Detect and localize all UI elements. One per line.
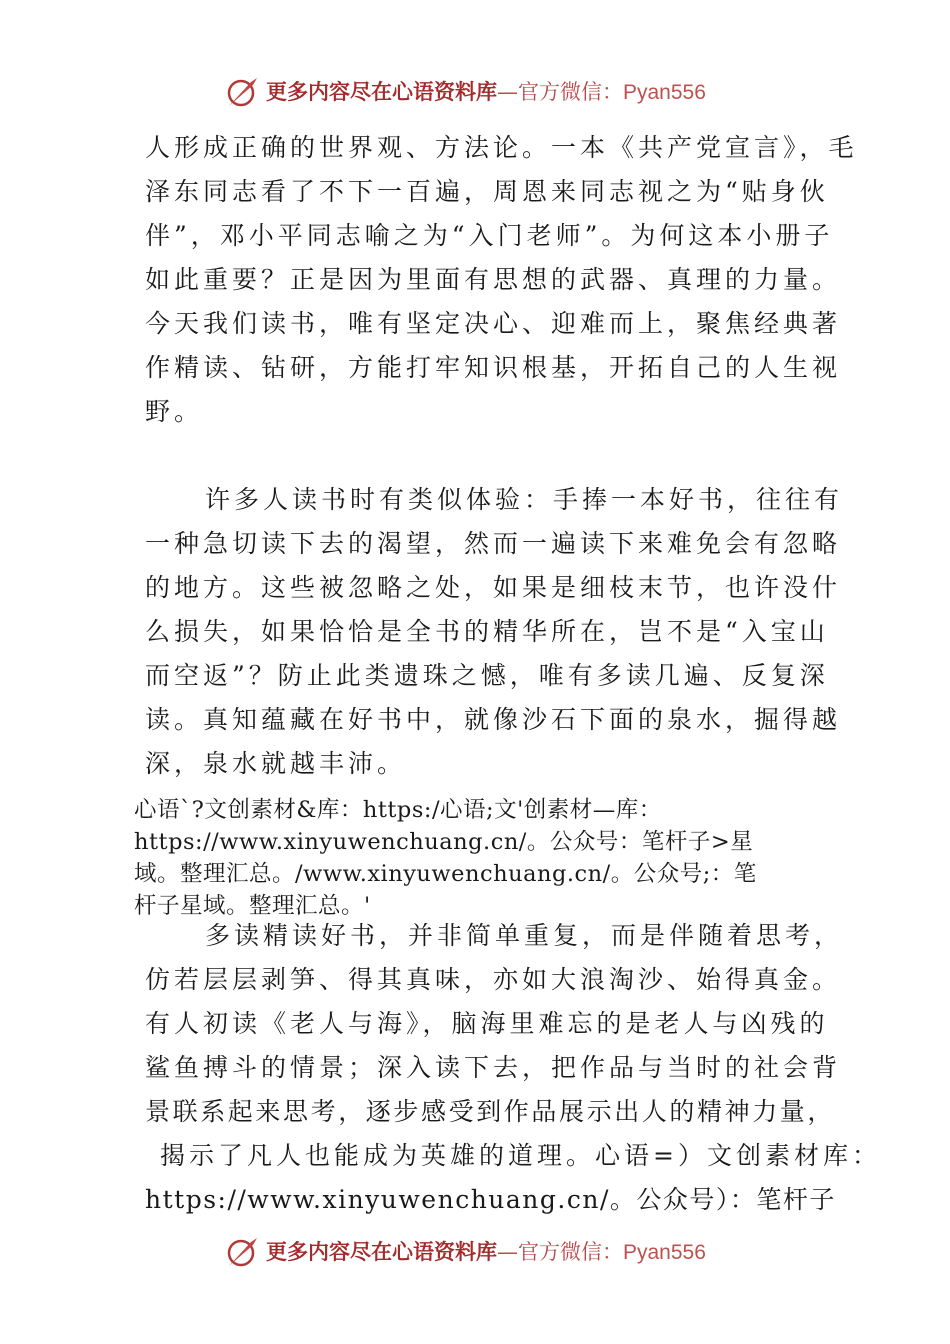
text-line: 揭示了凡人也能成为英雄的道理。心语=）文创素材库： bbox=[160, 1141, 881, 1170]
banner-wechat-id: Pyan556 bbox=[623, 81, 706, 104]
text-line: 今天我们读书，唯有坚定决心、迎难而上，聚焦经典著 bbox=[145, 309, 842, 338]
text-line: 多读精读好书，并非简单重复，而是伴随着思考， bbox=[205, 921, 844, 950]
banner-dash: — bbox=[497, 80, 518, 104]
quill-logo-icon bbox=[225, 76, 261, 108]
watermark-line: 域。整理汇总。/www.xinyuwenchuang.cn/。公众号;：笔 bbox=[134, 861, 757, 887]
watermark-line: https://www.xinyuwenchuang.cn/。公众号：笔杆子>星 bbox=[134, 829, 754, 855]
text-line: 作精读、钻研，方能打牢知识根基，开拓自己的人生视 bbox=[145, 353, 842, 382]
text-line: 景联系起来思考，逐步感受到作品展示出人的精神力量， bbox=[145, 1097, 836, 1126]
banner-text bbox=[266, 1238, 706, 1267]
text-line: 而空返”？防止此类遗珠之憾，唯有多读几遍、反复深 bbox=[145, 661, 829, 690]
text-line: 深，泉水就越丰沛。 bbox=[145, 749, 407, 778]
banner-wechat-label: 官方微信： bbox=[518, 80, 623, 104]
text-line: 有人初读《老人与海》，脑海里难忘的是老人与凶残的 bbox=[145, 1009, 829, 1038]
text-line: 伴”，邓小平同志喻之为“入门老师”。为何这本小册子 bbox=[145, 221, 834, 250]
banner-text bbox=[266, 78, 706, 107]
text-line: 许多人读书时有类似体验：手捧一本好书，往往有 bbox=[205, 485, 844, 514]
text-line: https://www.xinyuwenchuang.cn/。公众号）：笔杆子 bbox=[145, 1185, 836, 1214]
banner-main-text: 更多内容尽在心语资料库 bbox=[266, 1240, 497, 1264]
text-line: 泽东同志看了不下一百遍，周恩来同志视之为“贴身伙 bbox=[145, 177, 829, 206]
text-line: 的地方。这些被忽略之处，如果是细枝末节，也许没什 bbox=[145, 573, 842, 602]
text-line: 么损失，如果恰恰是全书的精华所在，岂不是“入宝山 bbox=[145, 617, 829, 646]
text-line: 如此重要？正是因为里面有思想的武器、真理的力量。 bbox=[145, 265, 842, 294]
watermark-line: 杆子星域。整理汇总。' bbox=[134, 893, 371, 919]
banner-dash: — bbox=[497, 1240, 518, 1264]
quill-logo-icon bbox=[225, 1236, 261, 1268]
text-line: 鲨鱼搏斗的情景；深入读下去，把作品与当时的社会背 bbox=[145, 1053, 842, 1082]
footer-banner bbox=[0, 1232, 950, 1272]
banner-wechat-label: 官方微信： bbox=[518, 1240, 623, 1264]
banner-wechat-id: Pyan556 bbox=[623, 1241, 706, 1264]
text-line: 一种急切读下去的渴望，然而一遍读下来难免会有忽略 bbox=[145, 529, 842, 558]
text-line: 人形成正确的世界观、方法论。一本《共产党宣言》，毛 bbox=[145, 133, 858, 162]
text-line: 读。真知蕴藏在好书中，就像沙石下面的泉水，掘得越 bbox=[145, 705, 842, 734]
header-banner bbox=[0, 72, 950, 112]
banner-main-text: 更多内容尽在心语资料库 bbox=[266, 80, 497, 104]
watermark-line: 心语`?文创素材&库：https:/心语;文'创素材—库： bbox=[134, 797, 662, 823]
text-line: 仿若层层剥笋、得其真味，亦如大浪淘沙、始得真金。 bbox=[145, 965, 842, 994]
text-line: 野。 bbox=[145, 397, 204, 426]
